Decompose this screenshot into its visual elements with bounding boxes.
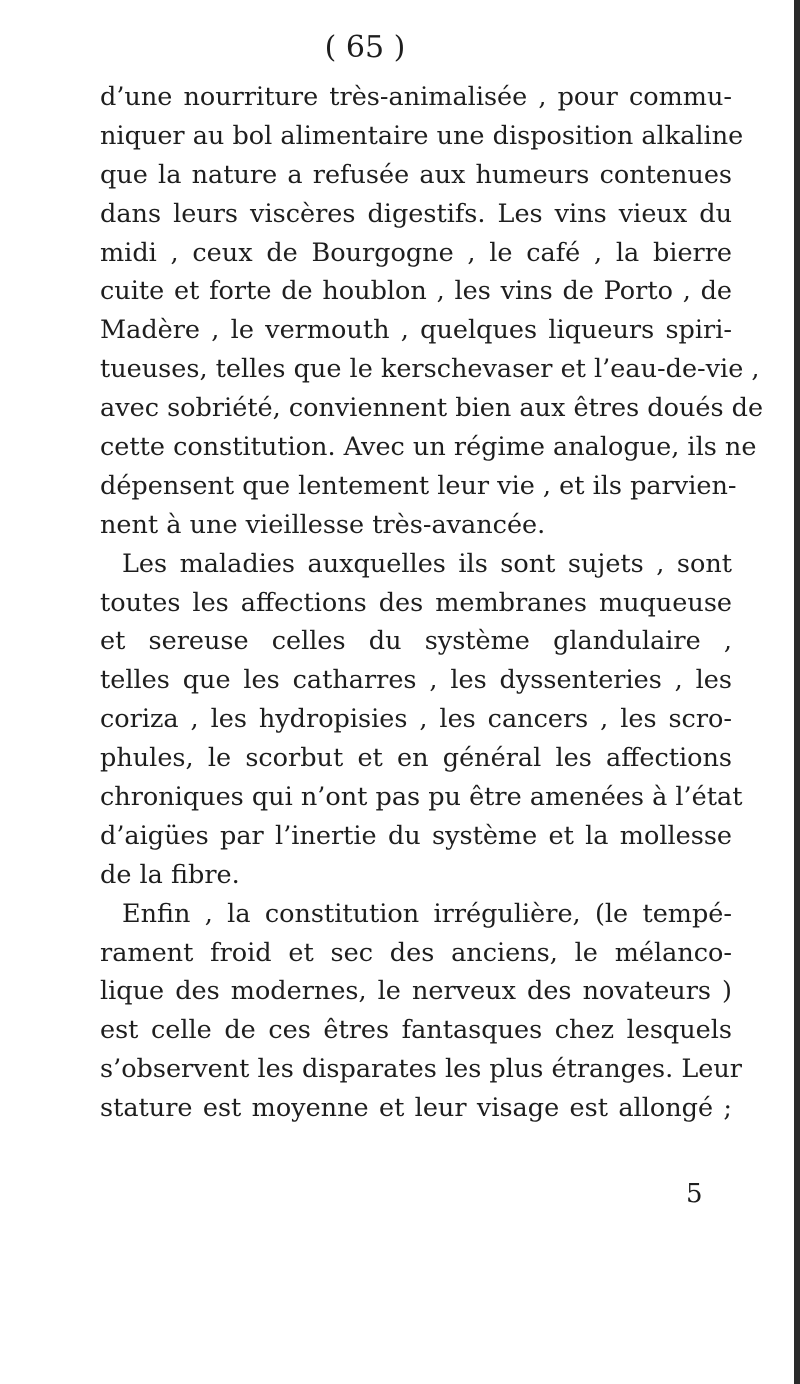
- text-line: chroniques qui n’ont pas pu être amenées à l’état: [100, 782, 743, 813]
- text-line: d’aigües par l’inertie du système et la mollesse: [100, 820, 732, 851]
- text-line: tueuses, telles que le kerschevaser et l’eau-de-vie ,: [100, 354, 760, 385]
- text-line: dans leurs viscères digestifs. Les vins vieux du: [100, 198, 732, 229]
- text-line: avec sobriété, conviennent bien aux êtres doués de: [100, 393, 764, 424]
- signature-mark: 5: [686, 1179, 703, 1209]
- text-line: cuite et forte de houblon , les vins de Porto , de: [100, 276, 732, 307]
- text-line: midi , ceux de Bourgogne , le café , la bierre: [100, 237, 732, 268]
- text-line: coriza , les hydropisies , les cancers , les scro-: [100, 704, 732, 735]
- text-line: cette constitution. Avec un régime analogue, ils ne: [100, 432, 757, 463]
- text-line: Les maladies auxquelles ils sont sujets , sont: [122, 548, 732, 579]
- text-line: toutes les affections des membranes muqueuse: [100, 587, 732, 618]
- text-line: est celle de ces êtres fantasques chez lesquels: [100, 1015, 732, 1046]
- page-number: ( 65 ): [324, 30, 406, 65]
- text-line: s’observent les disparates les plus étranges. Leur: [100, 1054, 742, 1085]
- text-line: dépensent que lentement leur vie , et ils parvien-: [100, 470, 737, 501]
- text-line: rament froid et sec des anciens, le mélanco-: [100, 937, 732, 968]
- text-line: que la nature a refusée aux humeurs contenues: [100, 159, 732, 190]
- text-line: niquer au bol alimentaire une disposition alkaline: [100, 120, 744, 151]
- text-line: telles que les catharres , les dyssenteries , les: [100, 665, 732, 696]
- text-line: nent à une vieillesse très-avancée.: [100, 509, 546, 540]
- text-line: phules, le scorbut et en général les affections: [100, 743, 732, 774]
- text-line: d’une nourriture très-animalisée , pour commu-: [100, 82, 732, 112]
- text-line: Enfin , la constitution irrégulière, (le tempé-: [122, 898, 732, 929]
- text-line: et sereuse celles du système glandulaire ,: [100, 626, 732, 657]
- text-line: de la fibre.: [100, 859, 240, 890]
- text-line: stature est moyenne et leur visage est allongé ;: [100, 1093, 732, 1124]
- body-text: [100, 78, 764, 1128]
- signature-row: [0, 1176, 800, 1212]
- text-line: lique des modernes, le nerveux des novateurs ): [100, 976, 732, 1007]
- text-line: Madère , le vermouth , quelques liqueurs spiri-: [100, 315, 732, 346]
